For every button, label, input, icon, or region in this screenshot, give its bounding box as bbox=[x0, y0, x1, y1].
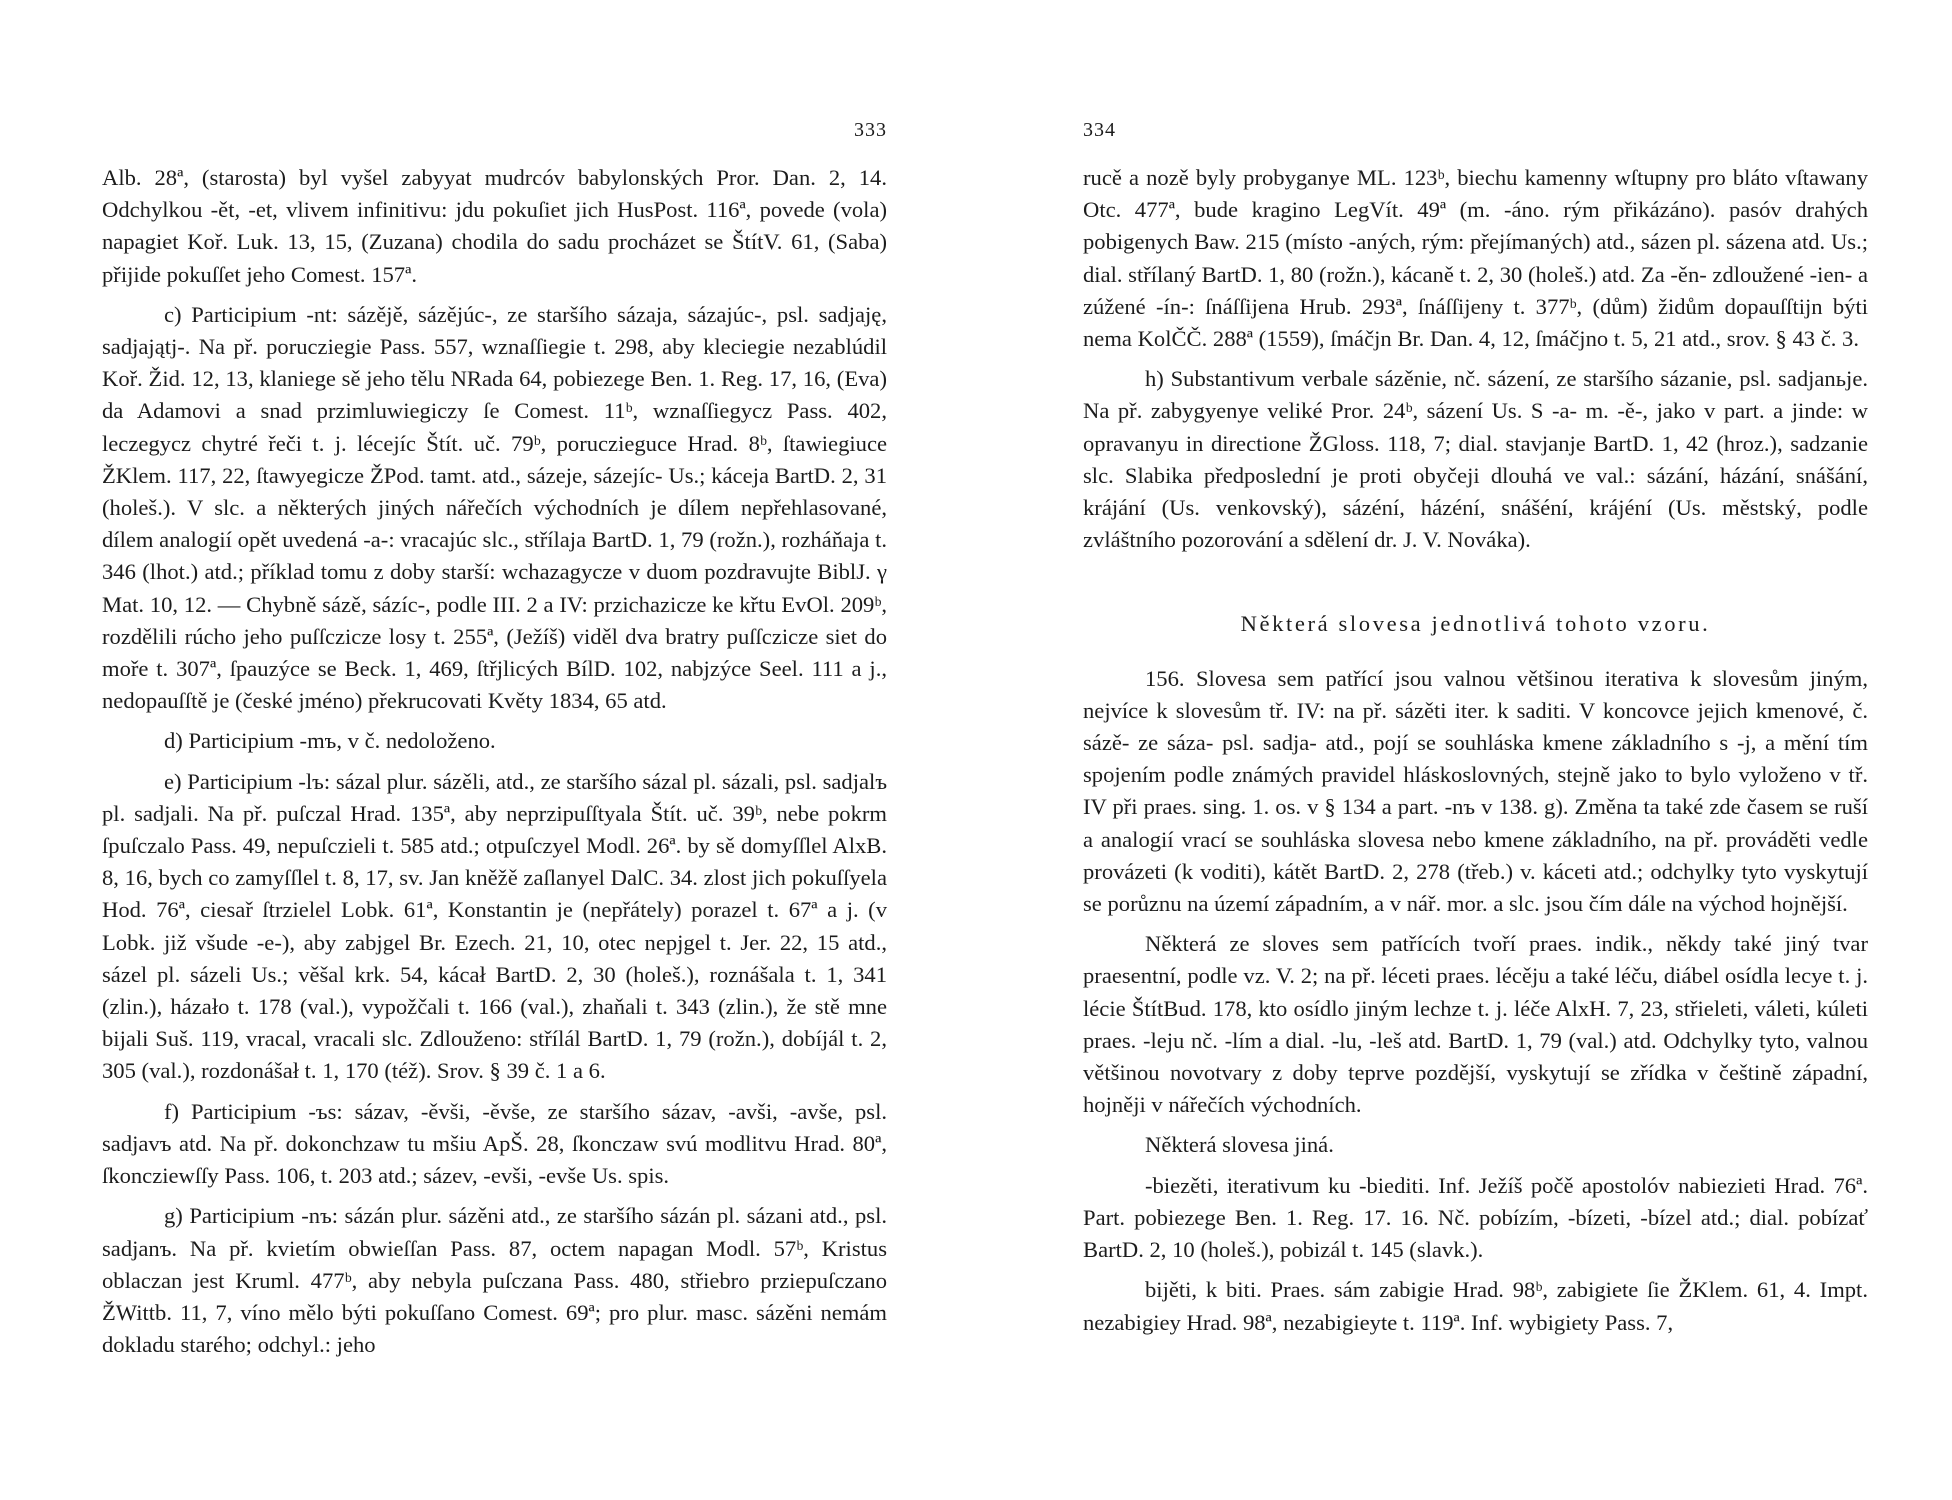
right-page bbox=[1083, 118, 1868, 1458]
page-number: 334 bbox=[1083, 119, 1116, 141]
section-g-paragraph: g) Participium -nъ: sázán plur. sázěni atd., ze staršího sázán pl. sázani atd., psl. sadjanъ. Na př. kvietím obwieſſan Pass. 87, octem napagan Modl. 57ᵇ, Kristus oblaczan jest Kruml. 477ᵇ, aby nebyla puſczana Pass. 480, střiebro prziepuſczano ŽWittb. 11, 7, víno mělo býti pokuſſano Comest. 69ª; pro plur. masc. sázěni nemám dokladu starého; odchyl.: jeho bbox=[102, 1203, 887, 1358]
page-number: 333 bbox=[854, 119, 887, 141]
section-c-paragraph: c) Participium -nt: sázějě, sázějúc-, ze staršího sázaja, sázajúc-, psl. sadjaję, sadjajątj-. Na př. porucziegiе Pass. 557, wznaſſiegie t. 298, aby kleciegie nezablúdil Koř. Žid. 12, 13, klaniege sě jeho tělu NRada 64, pobiezege Ben. 1. Reg. 17, 16, (Eva) da Adamovi a snad przimluwiegiczy ſe Comest. 11ᵇ, wznaſſiegycz Pass. 402, leczegycz chytré řeči t. j. lécejíc Štít. uč. 79ᵇ, poruczieguce Hrad. 8ᵇ, ſtawiegiuce ŽKlem. 117, 22, ſtawyegicze ŽPod. tamt. atd., sázeje, sázejíc- Us.; káceja BartD. 2, 31 (holeš.). V slc. a některých jiných nářečích východních je dílem nepřehlasované, dílem analogií opět uvedená -a-: vracajúc slc., střílaja BartD. 1, 79 (rožn.), rozháňaja t. 346 (lhot.) atd.; příklad tomu z doby starší: wchazagycze v duom pozdravujte BiblJ. γ Mat. 10, 12. — Chybně sázě, sázíc-, podle III. 2 a IV: przichazicze ke křtu EvOl. 209ᵇ, rozdělili rúcho jeho puſſczicze losy t. 255ª, (Ježíš) viděl dva bratry puſſczicze siet do moře t. 307ª, ſpauzýce se Beck. 1, 469, ſtřjlicých BílD. 102, nabjzýce Seel. 111 a j., nedopauſſtě je (české jméno) překrucovati Květy 1834, 65 atd. bbox=[102, 301, 887, 714]
paragraph: Alb. 28ª, (starosta) byl vyšel zabyyat mudrcóv babylonských Pror. Dan. 2, 14. Odchylkou -ět, -et, vlivem infinitivu: jdu pokuſiet jich HusPost. 116ª, povede (vola) napagiet Koř. Luk. 13, 15, (Zuzana) chodila do sadu procházet se ŠtítV. 61, (Saba) přijide pokuſſet jeho Comest. 157ª. bbox=[102, 165, 887, 287]
section-e-paragraph: e) Participium -lъ: sázal plur. sázěli, atd., ze staršího sázal pl. sázali, psl. sadjalъ pl. sadjali. Na př. puſczal Hrad. 135ª, aby neprzipuſſtyala Štít. uč. 39ᵇ, nebe pokrm ſpuſczalo Pass. 49, nepuſczieli t. 585 atd.; otpuſczyel Modl. 26ª. by sě domyſſlel AlxB. 8, 16, bych co zamyſſlel t. 8, 17, sv. Jan kněžě zaſlanyel DalC. 34. zlost jich pokuſſyela Hod. 76ª, ciesař ſtrzielel Lobk. 61ª, Konstantin je (nepřátely) porazel t. 67ª a j. (v Lobk. již všude -e-), aby zabjgel Br. Ezech. 21, 10, otec nepjgel t. Jer. 22, 15 atd., sázel pl. sázeli Us.; věšal krk. 54, kácał BartD. 2, 30 (holeš.), roznášala t. 1, 341 (zlin.), házało t. 178 (val.), vypožčali t. 166 (val.), zhaňali t. 343 (zlin.), že stě mne bijali Suš. 119, vracal, vracali slc. Zdlouženo: střílál BartD. 1, 79 (rožn.), dobíjál t. 2, 305 (val.), rozdonášał t. 1, 170 (též). Srov. § 39 č. 1 a 6. bbox=[102, 768, 887, 1084]
section-d-paragraph: d) Participium -mъ, v č. nedoloženo. bbox=[164, 728, 496, 754]
entry-bijeti: bijěti, k biti. Praes. sám zabigie Hrad. 98ᵇ, zabigiete ſie ŽKlem. 61, 4. Impt. nezabigiey Hrad. 98ª, nezabigieyte t. 119ª. Inf. wybigiety Pass. 7, bbox=[1083, 1277, 1868, 1335]
left-page bbox=[102, 118, 887, 1458]
paragraph: rucě a nozě byly probyganye ML. 123ᵇ, biechu kamenny wſtupny pro bláto vſtawany Otc. 477ª, bude kragino LegVít. 49ª (m. -áno. rým přikázáno). pasóv drahých pobigenych Baw. 215 (místo -aných, rým: přejímaných) atd., sázen pl. sázena atd. Us.; dial. střílaný BartD. 1, 80 (rožn.), kácaně t. 2, 30 (holeš.) atd. Za -ěn- zdloužené -ien- a zúžené -ín-: ſnáſſijena Hrub. 293ª, ſnáſſijeny t. 377ᵇ, (dům) židům dopauſſtijn býti nema KolČČ. 288ª (1559), ſmáčjn Br. Dan. 4, 12, ſmáčjno t. 5, 21 atd., srov. § 43 č. 3. bbox=[1083, 165, 1868, 352]
paragraph-156: 156. Slovesa sem patřící jsou valnou většinou iterativa k slovesům jiným, nejvíce k slovesům tř. IV: na př. sázěti iter. k saditi. V koncovce jejich kmenové, č. sázě- ze sáza- psl. sadja- atd., pojí se souhláska kmene základního s -j, a mění tím spojením podle známých pravidel hláskoslovných, stejně jako to bylo vyloženo v tř. IV při praes. sing. 1. os. v § 134 a part. -nъ v 138. g). Změna ta také zde časem se ruší a analogií vrací se souhláska slovesa nebo kmene základního, na př. prováděti vedle provázeti (k voditi), kátět BartD. 2, 278 (třeb.) v. káceti atd.; odchylky tyto vyskytují se porůznu na území západním, a v nář. mor. a slc. jsou čím dále na východ hojnější. bbox=[1083, 665, 1868, 917]
paragraph: Některá ze sloves sem patřících tvoří praes. indik., někdy také jiný tvar praesentní, podle vz. V. 2; na př. léceti praes. lécěju a také léču, diábel osídla lecye t. j. lécie ŠtítBud. 178, kto osídlo jiným lechze t. j. léče AlxH. 7, 23, střieleti, váleti, kúleti praes. -leju nč. -lím a dial. -lu, -leš atd. BartD. 1, 79 (val.) atd. Odchylky tyto, valnou většinou novotvary z doby teprve pozdější, vyskytují se zřídka v češtině západní, hojněji v nářečích východních. bbox=[1083, 931, 1868, 1118]
entry-biezeti: -biezěti, iterativum ku -biediti. Inf. Ježíš počě apostolóv nabiezieti Hrad. 76ª. Part. pobiezege Ben. 1. Reg. 17. 16. Nč. pobízím, -bízeti, -bízel atd.; dial. pobízať BartD. 2, 10 (holeš.), pobizál t. 145 (slavk.). bbox=[1083, 1172, 1868, 1263]
page-body bbox=[1083, 162, 1868, 1339]
section-f-paragraph: f) Participium -ъs: sázav, -ěvši, -ěvše, ze staršího sázav, -avši, -avše, psl. sadjavъ atd. Na př. dokonchzaw tu mšiu ApŠ. 28, ſkonczaw svú modlitvu Hrad. 80ª, ſkoncziewſſy Pass. 106, t. 203 atd.; sázev, -evši, -evše Us. spis. bbox=[102, 1098, 887, 1189]
page-body bbox=[102, 162, 887, 1361]
section-heading: Některá slovesa jednotlivá tohoto vzoru. bbox=[1240, 611, 1711, 637]
section-h-paragraph: h) Substantivum verbale sázěnie, nč. sázení, ze staršího sázanie, psl. sadjanьje. Na př. zabygyenye veliké Pror. 24ᵇ, sázení Us. S -a- m. -ě-, jako v part. a jinde: w opravanyu in directione ŽGloss. 118, 7; dial. stavjanje BartD. 1, 42 (hroz.), sadzanie slc. Slabika předposlední je proti obyčeji dlouhá ve val.: sázání, házání, snášání, krájání (Us. venkovský), sázéní, házéní, snášéní, krájéní (Us. městský, podle zvláštního pozorování a sdělení dr. J. V. Nováka). bbox=[1083, 366, 1868, 553]
subheading: Některá slovesa jiná. bbox=[1145, 1132, 1334, 1158]
